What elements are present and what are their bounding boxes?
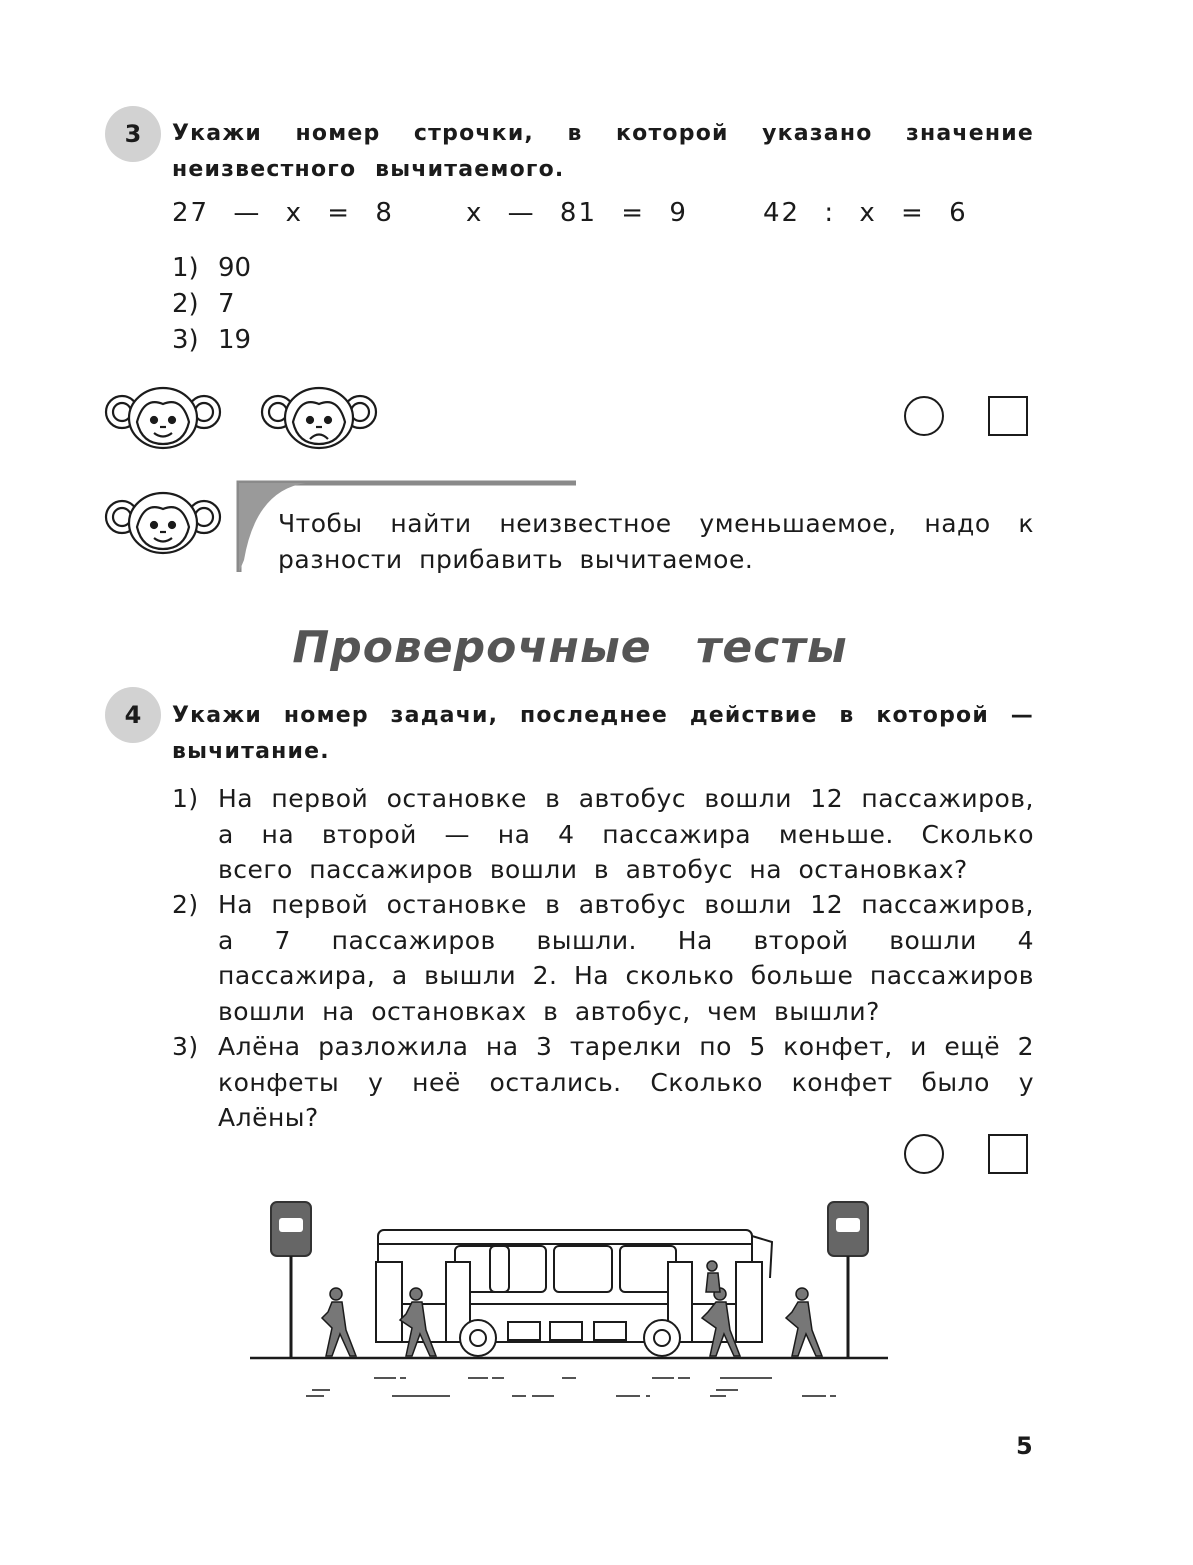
task-4-question: Укажи номер задачи, последнее действие в которой — вычитание. [172,703,1034,764]
page-number: 5 [1016,1432,1033,1460]
task-4-option-2[interactable]: 2) На первой остановке в автобус вошли 12 пассажиров, а 7 пассажиров вышли. На второй вошли 4 пассажира, а вышли 2. На сколько больше пассажиров вошли на остановках в автобус, чем вышли? [172,890,1034,1026]
bus-stop-sign-icon [828,1202,868,1358]
rule-text: Чтобы найти неизвестное уменьшаемое, надо к разности прибавить вычитаемое. [278,509,1034,574]
task-number-badge: 4 [105,687,161,743]
bus-illustration [250,1196,890,1410]
task-3-question: Укажи номер строчки, в которой указано значение неизвестного вычитаемого. [172,121,1034,182]
option-3[interactable]: 3) 19 [172,325,252,355]
bus-stop-sign-icon [271,1202,311,1358]
self-check-square[interactable] [988,1134,1028,1174]
option-1[interactable]: 1) 90 [172,253,252,283]
task-4-option-1[interactable]: 1) На первой остановке в автобус вошли 12 пассажиров, а на второй — на 4 пассажира меньше. Сколько всего пассажиров вошли в автобус на остановках? [172,784,1034,884]
self-check-circle[interactable] [904,396,944,436]
equation-1: 27 — x = 8 [172,198,394,228]
monkey-happy-icon [104,487,222,555]
option-2[interactable]: 2) 7 [172,289,235,319]
equation-3: 42 : x = 6 [763,198,968,228]
monkey-sad-icon [260,382,378,450]
task-4-option-3[interactable]: 3) Алёна разложила на 3 тарелки по 5 конфет, и ещё 2 конфеты у неё остались. Сколько конфет было у Алёны? [172,1032,1034,1132]
monkey-happy-icon [104,382,222,450]
self-check-square[interactable] [988,396,1028,436]
equation-2: x — 81 = 9 [466,198,688,228]
task-number-badge: 3 [105,106,161,162]
task-3-options [172,250,251,358]
self-check-circle[interactable] [904,1134,944,1174]
section-title: Проверочные тесты [292,622,848,673]
